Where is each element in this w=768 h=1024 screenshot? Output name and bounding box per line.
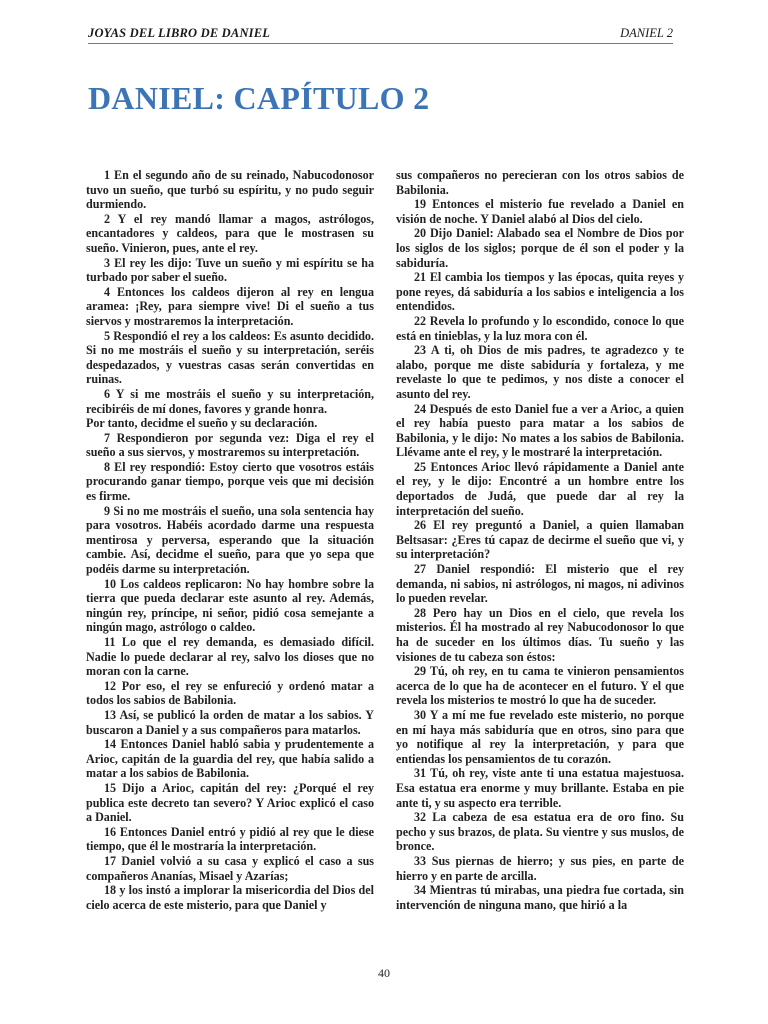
verse-paragraph: 21 El cambia los tiempos y las épocas, quita reyes y pone reyes, dá sabiduría a los sabios e inteligencia a los entendidos.: [396, 270, 684, 314]
verse-paragraph: 30 Y a mí me fue revelado este misterio, no porque en mí haya más sabiduría que en otros, sino para que yo notifique al rey la interpretación, y para que entiendas los pensamientos de tu corazón.: [396, 707, 684, 766]
verse-paragraph: 6 Y si me mostráis el sueño y su interpretación, recibiréis de mí dones, favores y grande honra.: [86, 386, 374, 416]
verse-paragraph: 5 Respondió el rey a los caldeos: Es asunto decidido. Si no me mostráis el sueño y su interpretación, seréis despedazados, y vuestras casas serán convertidas en ruinas.: [86, 328, 374, 387]
header-chapter: DANIEL 2: [620, 26, 673, 40]
left-column: [86, 168, 374, 965]
chapter-title: DANIEL: CAPÍTULO 2: [88, 80, 430, 116]
verse-paragraph: 16 Entonces Daniel entró y pidió al rey que le diese tiempo, que él le mostraría la interpretación.: [86, 824, 374, 854]
verse-paragraph: 20 Dijo Daniel: Alabado sea el Nombre de Dios por los siglos de los siglos; porque de él son el poder y la sabiduría.: [396, 226, 684, 270]
verse-paragraph: 15 Dijo a Arioc, capitán del rey: ¿Porqué el rey publica este decreto tan severo? Y Arioc explicó el caso a Daniel.: [86, 780, 374, 825]
verse-paragraph: 25 Entonces Arioc llevó rápidamente a Daniel ante el rey, y le dijo: Encontré a un hombre entre los deportados de Judá, que puede dar al rey la interpretación del sueño.: [396, 459, 684, 518]
verse-paragraph: 26 El rey preguntó a Daniel, a quien llamaban Beltsasar: ¿Eres tú capaz de decirme el sueño que vi, y su interpretación?: [396, 518, 684, 562]
text-columns: [86, 168, 684, 965]
verse-paragraph: 13 Así, se publicó la orden de matar a los sabios. Y buscaron a Daniel y a sus compañeros para matarlos.: [86, 707, 374, 737]
verse-paragraph: 10 Los caldeos replicaron: No hay hombre sobre la tierra que pueda declarar este asunto al rey. Además, ningún rey, príncipe, ni señor, pidió cosa semejante a ningún mago, astrólogo o caldeo.: [86, 576, 374, 635]
verse-paragraph: 2 Y el rey mandó llamar a magos, astrólogos, encantadores y caldeos, para que le mostrasen su sueño. Vinieron, pues, ante el rey.: [86, 211, 374, 255]
verse-paragraph: 12 Por eso, el rey se enfureció y ordenó matar a todos los sabios de Babilonia.: [86, 678, 374, 708]
right-column: [396, 168, 684, 965]
verse-paragraph: 23 A ti, oh Dios de mis padres, te agradezco y te alabo, porque me diste sabiduría y fortaleza, y me revelaste lo que te pedimos, y nos diste a conocer el asunto del rey.: [396, 343, 684, 401]
verse-paragraph: sus compañeros no perecieran con los otros sabios de Babilonia.: [396, 168, 684, 197]
verse-paragraph: Por tanto, decidme el sueño y su declaración.: [86, 416, 318, 431]
verse-paragraph: 14 Entonces Daniel habló sabia y prudentemente a Arioc, capitán de la guardia del rey, que había salido a matar a los sabios de Babilonia.: [86, 737, 374, 781]
verse-paragraph: 11 Lo que el rey demanda, es demasiado difícil. Nadie lo puede declarar al rey, salvo los dioses que no moran con la carne.: [86, 635, 374, 679]
verse-paragraph: 34 Mientras tú mirabas, una piedra fue cortada, sin intervención de ninguna mano, que hirió a la: [396, 883, 684, 912]
header-divider: [88, 43, 673, 44]
running-header: [88, 26, 673, 41]
page-number: 40: [378, 966, 390, 980]
verse-paragraph: 27 Daniel respondió: El misterio que el rey demanda, ni sabios, ni astrólogos, ni magos, ni adivinos lo pueden revelar.: [396, 562, 684, 606]
header-book-title: JOYAS DEL LIBRO DE DANIEL: [88, 26, 271, 40]
verse-paragraph: 24 Después de esto Daniel fue a ver a Arioc, a quien el rey había puesto para matar a los sabios de Babilonia, y le dijo: No mates a los sabios de Babilonia. Llévame ante el rey, y le mostraré la interpretación.: [396, 401, 684, 460]
verse-paragraph: 8 El rey respondió: Estoy cierto que vosotros estáis procurando ganar tiempo, porque veis que mi decisión es firme.: [86, 459, 374, 504]
verse-paragraph: 19 Entonces el misterio fue revelado a Daniel en visión de noche. Y Daniel alabó al Dios del cielo.: [396, 197, 684, 226]
verse-paragraph: 1 En el segundo año de su reinado, Nabucodonosor tuvo un sueño, que turbó su espíritu, y no pudo seguir durmiendo.: [86, 168, 374, 212]
verse-paragraph: 31 Tú, oh rey, viste ante ti una estatua majestuosa. Esa estatua era enorme y muy brillante. Estaba en pie ante ti, y su aspecto era terrible.: [396, 766, 684, 810]
verse-paragraph: 7 Respondieron por segunda vez: Diga el rey el sueño a sus siervos, y mostraremos su interpretación.: [86, 430, 374, 460]
verse-paragraph: 18 y los instó a implorar la misericordia del Dios del cielo acerca de este misterio, para que Daniel y: [86, 883, 374, 912]
verse-paragraph: 4 Entonces los caldeos dijeron al rey en lengua aramea: ¡Rey, para siempre vive! Di el sueño a tus siervos y mostraremos la interpretación.: [86, 284, 374, 328]
verse-paragraph: 17 Daniel volvió a su casa y explicó el caso a sus compañeros Ananías, Misael y Azarías;: [86, 853, 374, 883]
verse-paragraph: 9 Si no me mostráis el sueño, una sola sentencia hay para vosotros. Habéis acordado darme una respuesta mentirosa y perversa, esperando que la situación cambie. Así, decidme el sueño, para que yo sepa que podéis darme su interpretación.: [86, 503, 374, 577]
verse-paragraph: 28 Pero hay un Dios en el cielo, que revela los misterios. Él ha mostrado al rey Nabucodonosor lo que ha de suceder en los últimos días. Tu sueño y las visiones de tu cabeza son éstos:: [396, 605, 684, 664]
verse-paragraph: 3 El rey les dijo: Tuve un sueño y mi espíritu se ha turbado por saber el sueño.: [86, 255, 374, 285]
verse-paragraph: 29 Tú, oh rey, en tu cama te vinieron pensamientos acerca de lo que ha de acontecer en el futuro. Y el que revela los misterios te mostró lo que ha de suceder.: [396, 664, 684, 708]
verse-paragraph: 32 La cabeza de esa estatua era de oro fino. Su pecho y sus brazos, de plata. Su vientre y sus muslos, de bronce.: [396, 810, 684, 854]
verse-paragraph: 33 Sus piernas de hierro; y sus pies, en parte de hierro y en parte de arcilla.: [396, 853, 684, 883]
verse-paragraph: 22 Revela lo profundo y lo escondido, conoce lo que está en tinieblas, y la luz mora con él.: [396, 313, 684, 343]
